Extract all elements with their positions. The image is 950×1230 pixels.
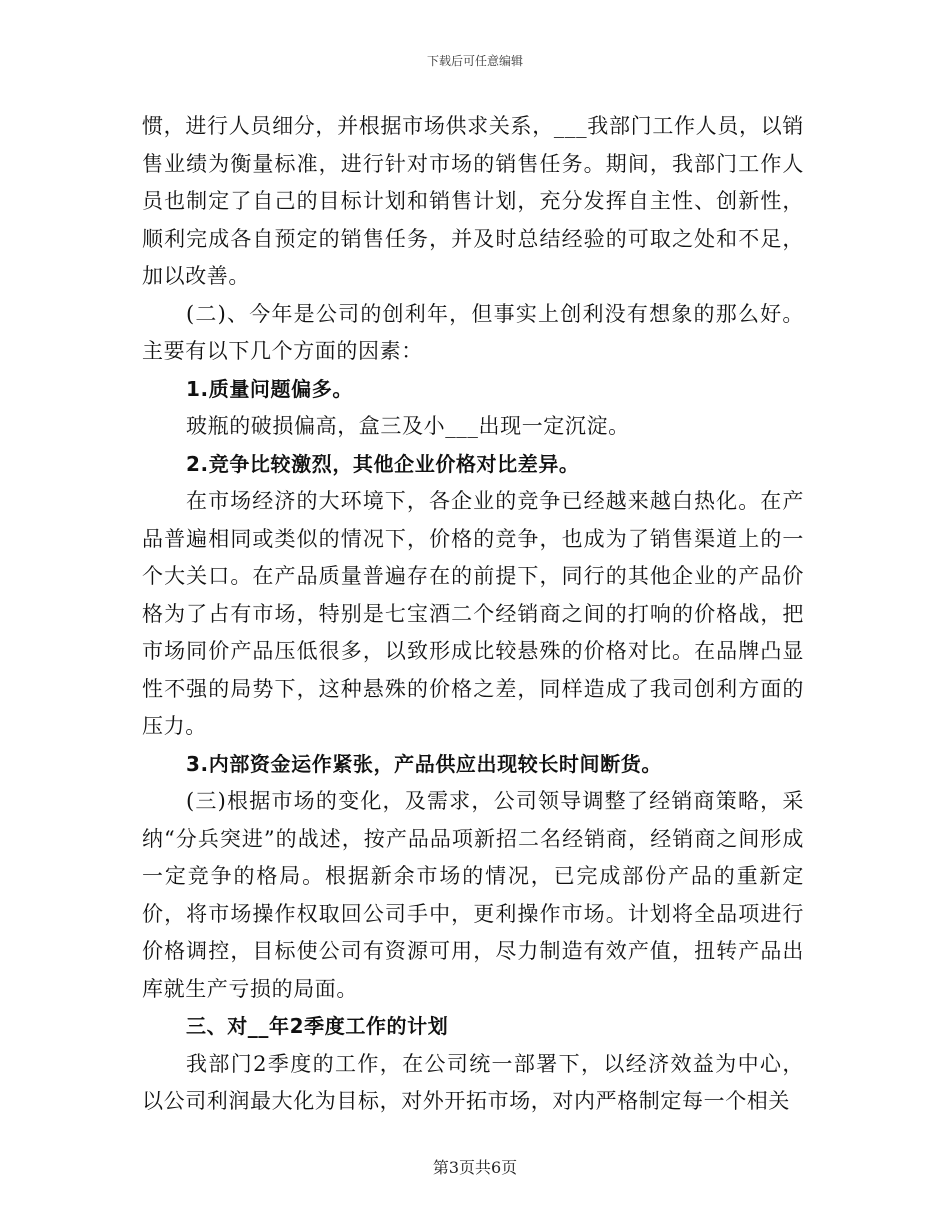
page-header: 下载后可任意编辑 <box>426 54 523 68</box>
paragraph-strategy-adjustment: (三)根据市场的变化，及需求，公司领导调整了经销商策略，采纳“分兵突进”的战述，按产品品项新招二名经销商，经销商之间形成一定竞争的格局。根据新余市场的情况，已完成部份产品的重新定价，将市场操作权取回公司手中，更利操作市场。计划将全品项进行价格调控，目标使公司有资源可用，尽力制造有效产值，扭转产品出库就生产亏损的局面。 <box>142 789 804 1001</box>
paragraph-sales-team: 惯，进行人员细分，并根据市场供求关系，___我部门工作人员，以销售业绩为衡量标准，进行针对市场的销售任务。期间，我部门工作人员也制定了自己的目标计划和销售计划，充分发挥自主性、创新性，顺利完成各自预定的销售任务，并及时总结经验的可取之处和不足，加以改善。 <box>142 114 804 288</box>
document-body <box>142 108 804 1121</box>
page-footer: 第3页共6页 <box>432 1158 518 1177</box>
heading-competition: 2.竞争比较激烈，其他企业价格对比差异。 <box>186 451 580 476</box>
heading-quality-issues: 1.质量问题偏多。 <box>186 376 353 401</box>
heading-q2-plan: 三、对__年2季度工作的计划 <box>186 1014 449 1038</box>
paragraph-profit-year: (二)、今年是公司的创利年，但事实上创利没有想象的那么好。主要有以下几个方面的因素： <box>142 301 804 363</box>
paragraph-market-competition: 在市场经济的大环境下，各企业的竞争已经越来越白热化。在产品普遍相同或类似的情况下，价格的竞争，也成为了销售渠道上的一个大关口。在产品质量普遍存在的前提下，同行的其他企业的产品价格为了占有市场，特别是七宝酒二个经销商之间的打响的价格战，把市场同价产品压低很多，以致形成比较悬殊的价格对比。在品牌凸显性不强的局势下，这种悬殊的价格之差，同样造成了我司创利方面的压力。 <box>142 489 804 738</box>
paragraph-q2-work: 我部门2季度的工作，在公司统一部署下，以经济效益为中心，以公司利润最大化为目标，对外开拓市场，对内严格制定每一个相关 <box>142 1051 804 1113</box>
heading-funding: 3.内部资金运作紧张，产品供应出现较长时间断货。 <box>186 751 662 776</box>
paragraph-bottle-damage: 玻瓶的破损偏高，盒三及小___出现一定沉淀。 <box>186 414 630 438</box>
